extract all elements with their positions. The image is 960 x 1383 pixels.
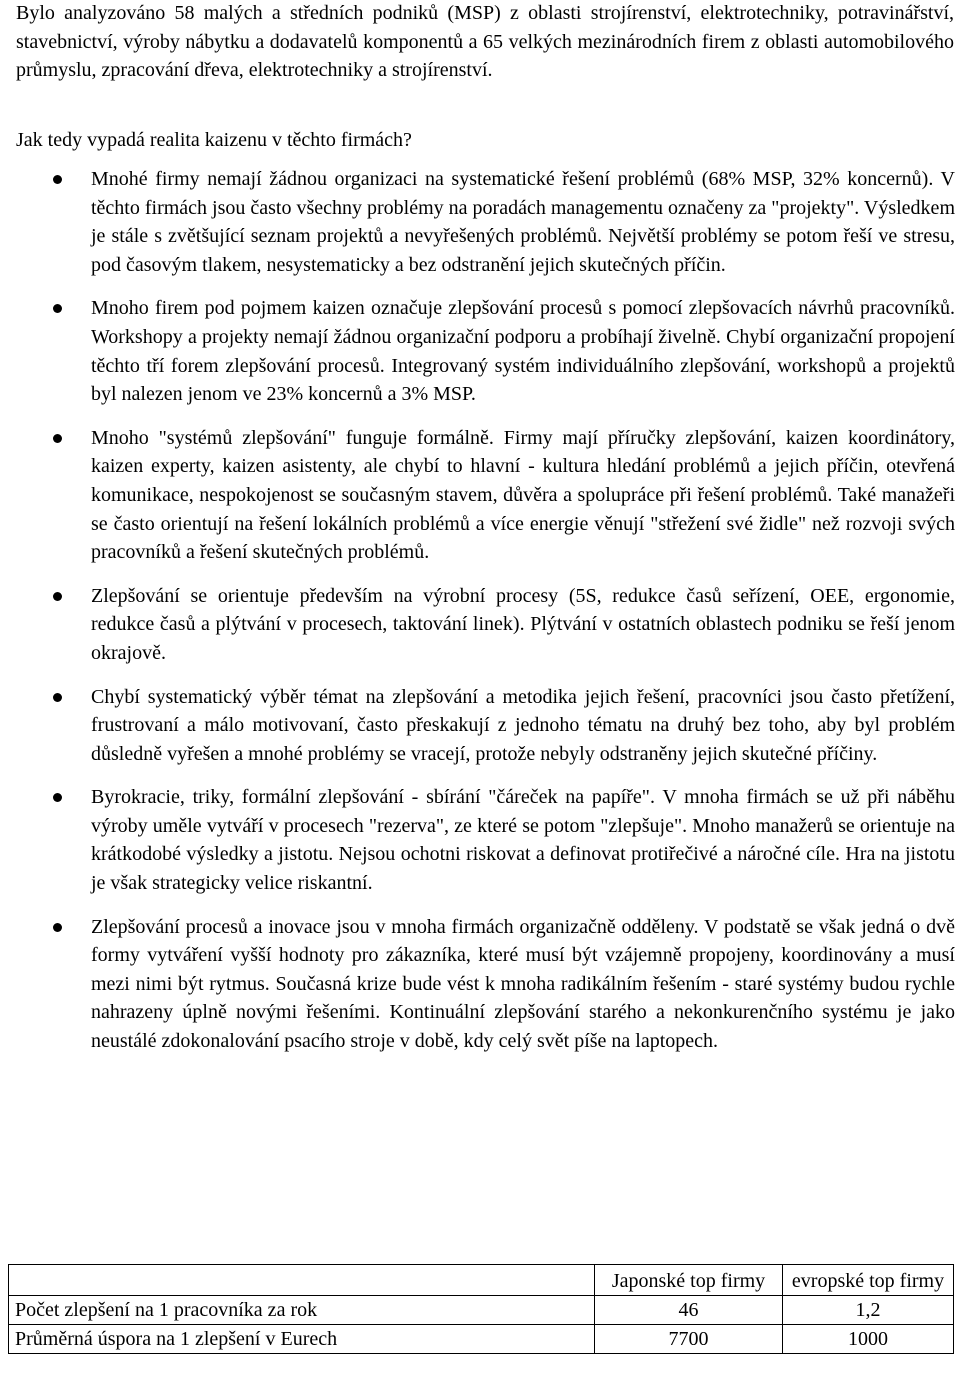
table-row xyxy=(9,1325,954,1354)
list-item xyxy=(91,294,955,408)
list-item-text: Zlepšování procesů a inovace jsou v mnoha firmách organizačně odděleny. V podstatě se však jedná o dvě formy vytváření vyšší hodnoty pro zákazníka, které musí být vzájemně propojeny, koordinovány a musí mezi nimi být rytmus. Současná krize bude vést k mnoha radikálním řešením - staré systémy budou rychle nahrazeny úplně novými řešeními. Kontinuální zlepšování starého a nekonkurenčního systému je jako neustálé zdokonalování psacího stroje v době, kdy celý svět píše na laptopech. xyxy=(91,915,955,1053)
list-item-text: Zlepšování se orientuje především na výrobní procesy (5S, redukce časů seřízení, OEE, ergonomie, redukce časů a plýtvání v procesech, taktování linek). Plýtvání v ostatních oblastech podniku se řeší jenom okrajově. xyxy=(91,584,955,664)
bullet-icon xyxy=(53,793,62,802)
list-item xyxy=(91,582,955,668)
list-item xyxy=(91,424,955,567)
list-item-text: Chybí systematický výběr témat na zlepšování a metodika jejich řešení, pracovníci jsou často přetížení, frustrovaní a málo motivovaní, často přeskakují z jednoho tématu na druhý bez toho, aby byl problém důsledně vyřešen a mnohé problémy se vracejí, protože nebyly odstraněny jejich skutečné příčiny. xyxy=(91,685,955,765)
table-cell: 1,2 xyxy=(783,1296,954,1325)
table-header-cell: Japonské top firmy xyxy=(595,1265,783,1296)
table-cell: Průměrná úspora na 1 zlepšení v Eurech xyxy=(9,1325,595,1354)
table-cell: 1000 xyxy=(783,1325,954,1354)
bullet-icon xyxy=(53,923,62,932)
table-header-cell xyxy=(9,1265,595,1296)
list-item xyxy=(91,683,955,769)
list-item xyxy=(91,913,955,1056)
table-cell: 46 xyxy=(595,1296,783,1325)
list-item-text: Mnoho "systémů zlepšování" funguje formálně. Firmy mají příručky zlepšování, kaizen koordinátory, kaizen experty, kaizen asistenty, ale chybí to hlavní - kultura hledání problémů a jejich příčin, otevřená komunikace, nespokojenost se současným stavem, důvěra a spolupráce při řešení problémů. Také manažeři se často orientují na řešení lokálních problémů a více energie věnují "střežení své židle" než rozvoji svých pracovníků a řešení skutečných problémů. xyxy=(91,426,955,564)
table-header-cell: evropské top firmy xyxy=(783,1265,954,1296)
list-item-text: Mnohé firmy nemají žádnou organizaci na systematické řešení problémů (68% MSP, 32% koncernů). V těchto firmách jsou často všechny problémy na poradách managementu označeny za "projekty". Výsledkem je stále s zvětšující seznam projektů a nevyřešených problémů. Největší problémy se potom řeší ve stresu, pod časovým tlakem, nesystematicky a bez odstranění jejich skutečných příčin. xyxy=(91,168,955,276)
bullet-icon xyxy=(53,434,62,443)
findings-list xyxy=(0,165,960,1071)
list-item-text: Byrokracie, triky, formální zlepšování - sbírání "čáreček na papíře". V mnoha firmách se už při náběhu výroby uměle vytváří v procesech "rezerva", ze které se potom "zlepšuje". Mnoho manažerů se orientuje na krátkodobé výsledky a jistotu. Nejsou ochotni riskovat a definovat protiřečivé a náročné cíle. Hra na jistotu je však strategicky velice riskantní. xyxy=(91,786,955,895)
table-header-row xyxy=(9,1265,954,1296)
bullet-icon xyxy=(53,304,62,313)
comparison-table xyxy=(8,1264,954,1354)
list-item-text: Mnoho firem pod pojmem kaizen označuje zlepšování procesů s pomocí zlepšovacích návrhů pracovníků. Workshopy a projekty nemají žádnou organizační podporu a probíhají živelně. Chybí organizační propojení těchto tří forem zlepšování procesů. Integrovaný systém individuálního zlepšování, workshopů a projektů byl nalezen jenom ve 23% koncernů a 3% MSP. xyxy=(91,297,955,406)
table-row xyxy=(9,1296,954,1325)
intro-paragraph: Bylo analyzováno 58 malých a středních podniků (MSP) z oblasti strojírenství, elektrotechniky, potravinářství, stavebnictví, výroby nábytku a dodavatelů komponentů a 65 velkých mezinárodních firem z oblasti automobilového průmyslu, zpracování dřeva, elektrotechniky a strojírenství. xyxy=(16,2,954,82)
list-item xyxy=(91,783,955,897)
table-cell: 7700 xyxy=(595,1325,783,1354)
list-item xyxy=(91,165,955,279)
bullet-icon xyxy=(53,592,62,601)
table-cell: Počet zlepšení na 1 pracovníka za rok xyxy=(9,1296,595,1325)
bullet-icon xyxy=(53,175,62,184)
bullet-icon xyxy=(53,693,62,702)
question-line: Jak tedy vypadá realita kaizenu v těchto firmách? xyxy=(16,129,412,151)
